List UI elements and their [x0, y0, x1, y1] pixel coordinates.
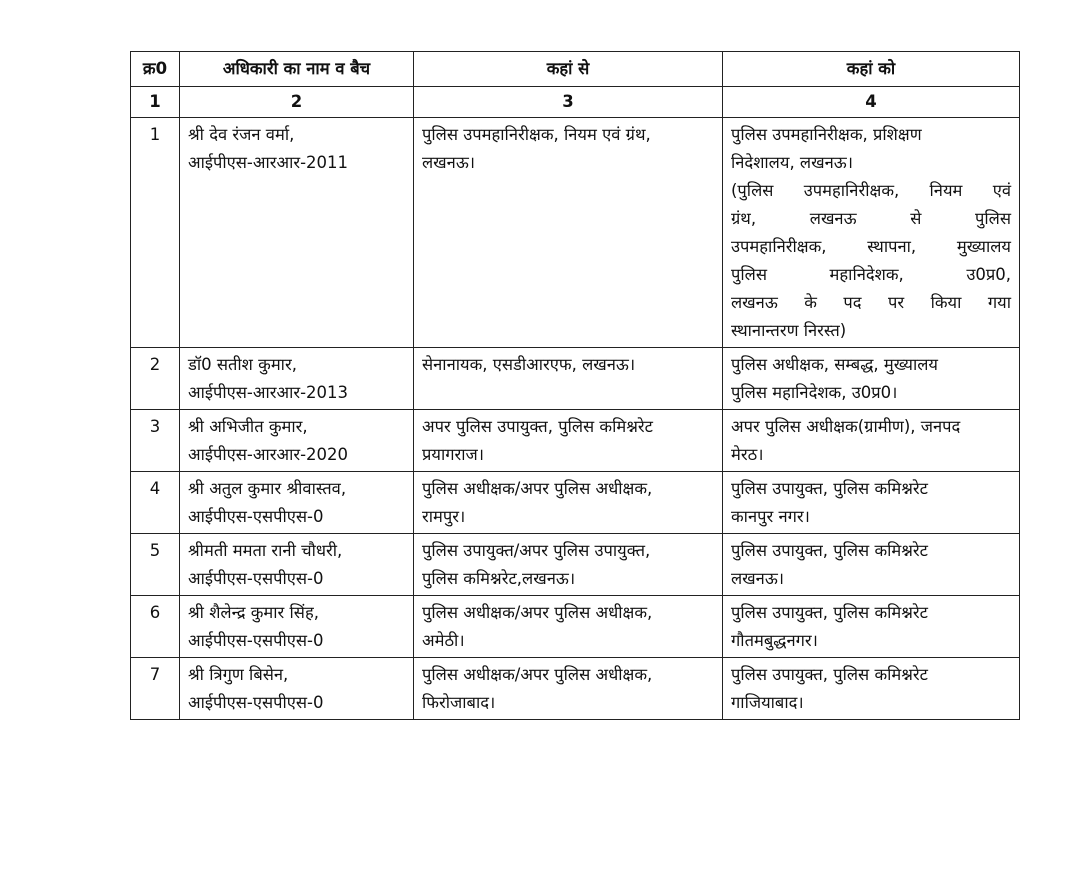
table-row — [131, 348, 1020, 410]
officer-batch: आईपीएस-आरआर-2011 — [188, 153, 349, 172]
to-line: पुलिस उपायुक्त, पुलिस कमिश्नरेट — [731, 479, 929, 498]
column-number-3: 3 — [414, 87, 723, 118]
to-line: गाजियाबाद। — [731, 693, 804, 712]
officer-cell — [180, 348, 414, 410]
serial-cell: 5 — [131, 534, 180, 596]
serial-cell: 7 — [131, 658, 180, 720]
header-to: कहां को — [723, 52, 1020, 87]
table-row — [131, 596, 1020, 658]
cancellation-note-line: (पुलिस उपमहानिरीक्षक, नियम एवं — [731, 181, 1011, 200]
serial-cell: 2 — [131, 348, 180, 410]
serial-cell: 1 — [131, 118, 180, 348]
cancellation-note-line: उपमहानिरीक्षक, स्थापना, मुख्यालय — [731, 237, 1011, 256]
column-number-2: 2 — [180, 87, 414, 118]
cancellation-note-line: लखनऊ के पद पर किया गया — [731, 293, 1011, 312]
to-cell — [723, 596, 1020, 658]
from-cell — [414, 472, 723, 534]
officer-batch: आईपीएस-एसपीएस-0 — [188, 569, 324, 588]
officer-cell — [180, 658, 414, 720]
to-line: पुलिस उपायुक्त, पुलिस कमिश्नरेट — [731, 541, 929, 560]
table-row — [131, 534, 1020, 596]
serial-cell: 6 — [131, 596, 180, 658]
to-line: लखनऊ। — [731, 569, 785, 588]
header-serial: क्र0 — [131, 52, 180, 87]
from-line: सेनानायक, एसडीआरएफ, लखनऊ। — [422, 355, 636, 374]
serial-cell: 4 — [131, 472, 180, 534]
officer-name: श्री देव रंजन वर्मा, — [188, 125, 295, 144]
table-row — [131, 658, 1020, 720]
officer-batch: आईपीएस-एसपीएस-0 — [188, 507, 324, 526]
officer-name: श्री शैलेन्द्र कुमार सिंह, — [188, 603, 319, 622]
officer-cell — [180, 118, 414, 348]
from-line: प्रयागराज। — [422, 445, 485, 464]
cancellation-note-line: पुलिस महानिदेशक, उ0प्र0, — [731, 265, 1011, 284]
from-cell — [414, 410, 723, 472]
officer-name: डॉ0 सतीश कुमार, — [188, 355, 297, 374]
officer-name: श्री त्रिगुण बिसेन, — [188, 665, 289, 684]
to-cell — [723, 472, 1020, 534]
from-cell — [414, 596, 723, 658]
from-line: अमेठी। — [422, 631, 465, 650]
header-officer: अधिकारी का नाम व बैच — [180, 52, 414, 87]
officer-batch: आईपीएस-आरआर-2013 — [188, 383, 349, 402]
table-header — [131, 52, 1020, 87]
column-number-row — [131, 87, 1020, 118]
to-line: पुलिस उपायुक्त, पुलिस कमिश्नरेट — [731, 665, 929, 684]
officer-batch: आईपीएस-एसपीएस-0 — [188, 631, 324, 650]
from-cell — [414, 658, 723, 720]
to-line: गौतमबुद्धनगर। — [731, 631, 818, 650]
from-line: फिरोजाबाद। — [422, 693, 496, 712]
officer-name: श्रीमती ममता रानी चौधरी, — [188, 541, 343, 560]
transfer-table — [130, 51, 1020, 720]
to-line: पुलिस उपमहानिरीक्षक, प्रशिक्षण — [731, 125, 922, 144]
column-number-1: 1 — [131, 87, 180, 118]
from-cell — [414, 534, 723, 596]
to-line: निदेशालय, लखनऊ। — [731, 153, 853, 172]
table-body — [131, 87, 1020, 720]
to-line: पुलिस अधीक्षक, सम्बद्ध, मुख्यालय — [731, 355, 938, 374]
from-line: पुलिस कमिश्नरेट,लखनऊ। — [422, 569, 576, 588]
from-line: पुलिस अधीक्षक/अपर पुलिस अधीक्षक, — [422, 665, 653, 684]
to-cell — [723, 534, 1020, 596]
from-line: पुलिस अधीक्षक/अपर पुलिस अधीक्षक, — [422, 603, 653, 622]
to-line: अपर पुलिस अधीक्षक(ग्रामीण), जनपद — [731, 417, 961, 436]
to-line: मेरठ। — [731, 445, 764, 464]
serial-cell: 3 — [131, 410, 180, 472]
table-row — [131, 410, 1020, 472]
to-line: पुलिस महानिदेशक, उ0प्र0। — [731, 383, 898, 402]
officer-batch: आईपीएस-एसपीएस-0 — [188, 693, 324, 712]
to-line: पुलिस उपायुक्त, पुलिस कमिश्नरेट — [731, 603, 929, 622]
to-cell — [723, 348, 1020, 410]
officer-cell — [180, 596, 414, 658]
table-row — [131, 118, 1020, 348]
officer-cell — [180, 534, 414, 596]
cancellation-note-line: ग्रंथ, लखनऊ से पुलिस — [731, 209, 1011, 228]
cancellation-note-line: स्थानान्तरण निरस्त) — [731, 321, 847, 340]
officer-cell — [180, 472, 414, 534]
from-line: पुलिस अधीक्षक/अपर पुलिस अधीक्षक, — [422, 479, 653, 498]
from-line: पुलिस उपमहानिरीक्षक, नियम एवं ग्रंथ, — [422, 125, 651, 144]
from-line: रामपुर। — [422, 507, 466, 526]
to-line: कानपुर नगर। — [731, 507, 810, 526]
officer-name: श्री अतुल कुमार श्रीवास्तव, — [188, 479, 347, 498]
to-cell — [723, 118, 1020, 348]
to-cell — [723, 410, 1020, 472]
from-line: पुलिस उपायुक्त/अपर पुलिस उपायुक्त, — [422, 541, 651, 560]
from-line: लखनऊ। — [422, 153, 476, 172]
from-cell — [414, 348, 723, 410]
from-line: अपर पुलिस उपायुक्त, पुलिस कमिश्नरेट — [422, 417, 653, 436]
header-row — [131, 52, 1020, 87]
column-number-4: 4 — [723, 87, 1020, 118]
header-from: कहां से — [414, 52, 723, 87]
to-cell — [723, 658, 1020, 720]
officer-batch: आईपीएस-आरआर-2020 — [188, 445, 349, 464]
officer-name: श्री अभिजीत कुमार, — [188, 417, 308, 436]
officer-cell — [180, 410, 414, 472]
from-cell — [414, 118, 723, 348]
table-row — [131, 472, 1020, 534]
